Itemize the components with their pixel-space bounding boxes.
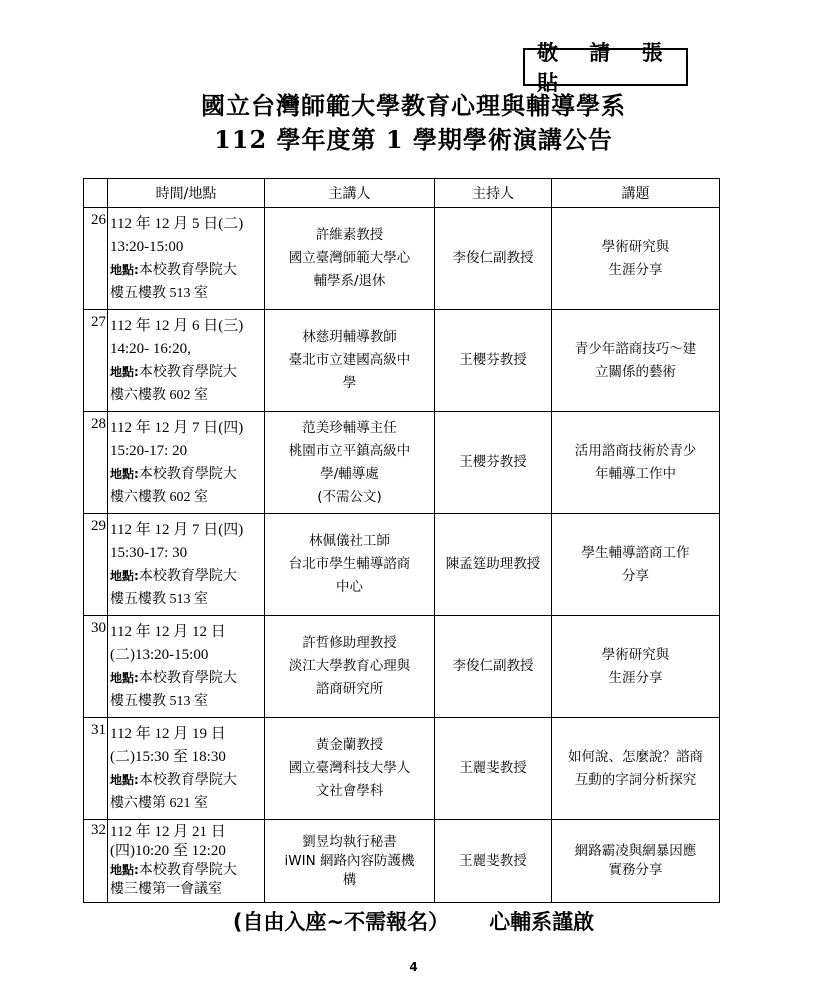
- speaker-line: 黃金蘭教授: [315, 737, 384, 753]
- location-line: [110, 667, 263, 690]
- topic-line: 活用諮商技術於青少: [574, 442, 697, 459]
- location-text: 本校教育學院大: [138, 262, 237, 278]
- speaker-cell: [265, 310, 435, 412]
- speaker-cell: [265, 616, 435, 718]
- location-label: 地點: [110, 568, 135, 583]
- location-line: [110, 565, 263, 588]
- topic-line: 生涯分享: [608, 669, 663, 686]
- location-text: 樓六樓教 602 室: [110, 387, 208, 403]
- time-line: 112 年 12 月 21 日: [110, 824, 226, 840]
- speaker-line: 學: [342, 375, 357, 391]
- topic-cell: [552, 514, 720, 616]
- speaker-line: 學/輔導處: [320, 465, 379, 482]
- location-colon: :: [134, 772, 139, 787]
- location-label: 地點: [110, 466, 135, 481]
- speaker-line: 中心: [336, 579, 363, 595]
- location-colon: :: [134, 670, 139, 685]
- table-row: [84, 310, 720, 412]
- location-colon: :: [134, 863, 139, 877]
- location-line: [110, 769, 263, 792]
- speaker-line: (不需公文): [317, 488, 382, 505]
- location-colon: :: [134, 466, 139, 481]
- department-title: 國立台灣師範大學教育心理與輔導學系: [201, 91, 626, 120]
- table-row: [84, 412, 720, 514]
- location-label: 地點: [110, 262, 135, 277]
- time-line: (二)15:30 至 18:30: [110, 748, 226, 765]
- table-row: [84, 820, 720, 903]
- location-line: [110, 880, 263, 899]
- location-text: 本校教育學院大: [138, 364, 237, 380]
- location-line: [110, 384, 263, 407]
- time-location-cell: [108, 412, 265, 514]
- post-notice-stamp: 敬 請 張 貼: [523, 48, 688, 86]
- speaker-line: 許維素教授: [315, 227, 384, 243]
- lecture-number: 32: [84, 820, 108, 903]
- location-line: [110, 259, 263, 282]
- footer-note: [0, 906, 827, 936]
- topic-cell: [552, 310, 720, 412]
- speaker-cell: [265, 208, 435, 310]
- location-line: [110, 282, 263, 305]
- location-text: 樓五樓教 513 室: [110, 285, 208, 301]
- time-location-cell: [108, 310, 265, 412]
- speaker-cell: [265, 820, 435, 903]
- time-location-cell: [108, 718, 265, 820]
- table-row: [84, 616, 720, 718]
- time-line: 112 年 12 月 7 日(四): [110, 521, 244, 538]
- lecture-number: 27: [84, 310, 108, 412]
- host-cell: 李俊仁副教授: [435, 616, 552, 718]
- speaker-cell: [265, 718, 435, 820]
- host-cell: 王麗斐教授: [435, 718, 552, 820]
- speaker-line: 范美珍輔導主任: [302, 419, 397, 436]
- topic-cell: [552, 616, 720, 718]
- location-line: [110, 361, 263, 384]
- header-host: 主持人: [435, 179, 552, 208]
- speaker-line: 林佩儀社工師: [309, 533, 390, 549]
- host-cell: 王櫻芬教授: [435, 412, 552, 514]
- page-number: 4: [409, 960, 418, 974]
- lecture-schedule-table: [83, 178, 720, 903]
- department-signature: 心輔系謹啟: [489, 910, 595, 934]
- topic-line: 立關係的藝術: [595, 363, 676, 380]
- speaker-cell: [265, 412, 435, 514]
- topic-line: 學術研究與: [601, 646, 670, 663]
- location-colon: :: [134, 364, 139, 379]
- location-line: [110, 486, 263, 509]
- location-line: [110, 861, 263, 880]
- time-line: (二)13:20-15:00: [110, 646, 209, 663]
- location-label: 地點: [110, 772, 135, 787]
- header-speaker: 主講人: [265, 179, 435, 208]
- time-line: 112 年 12 月 5 日(二): [110, 215, 244, 232]
- table-row: [84, 718, 720, 820]
- speaker-line: 國立臺灣科技大學人: [288, 760, 411, 776]
- location-colon: :: [134, 262, 139, 277]
- host-cell: 陳孟筳助理教授: [435, 514, 552, 616]
- location-text: 樓六樓第 621 室: [110, 795, 208, 811]
- speaker-line: 國立臺灣師範大學心: [288, 250, 411, 266]
- table-header-row: [84, 179, 720, 208]
- topic-line: 生涯分享: [608, 261, 663, 278]
- topic-line: 年輔導工作中: [595, 465, 676, 482]
- time-line: 112 年 12 月 7 日(四): [110, 419, 244, 436]
- host-cell: 王櫻芬教授: [435, 310, 552, 412]
- time-line: 15:20-17: 20: [110, 442, 188, 459]
- topic-line: 分享: [622, 567, 649, 584]
- lecture-number: 26: [84, 208, 108, 310]
- location-text: 樓三樓第一會議室: [110, 882, 222, 897]
- speaker-line: iWIN 網路內容防護機: [284, 852, 415, 869]
- time-location-cell: [108, 820, 265, 903]
- location-label: 地點: [110, 863, 135, 877]
- time-line: 13:20-15:00: [110, 238, 184, 255]
- location-text: 本校教育學院大: [138, 568, 237, 584]
- location-label: 地點: [110, 364, 135, 379]
- topic-line: 網路霸凌與網暴因應: [574, 843, 697, 859]
- time-line: 112 年 12 月 6 日(三): [110, 317, 244, 334]
- time-line: 14:20- 16:20,: [110, 340, 191, 357]
- topic-line: 實務分享: [608, 862, 663, 878]
- location-line: [110, 792, 263, 815]
- speaker-line: 諮商研究所: [315, 681, 384, 697]
- time-line: 112 年 12 月 19 日: [110, 725, 226, 742]
- lecture-number: 31: [84, 718, 108, 820]
- table-row: [84, 514, 720, 616]
- topic-cell: [552, 208, 720, 310]
- header-time-location: 時間/地點: [108, 179, 265, 208]
- table-body: [84, 208, 720, 903]
- speaker-line: 桃園市立平鎮高級中: [288, 442, 411, 459]
- free-admission-note: (自由入座~不需報名）: [232, 910, 450, 934]
- location-text: 樓六樓教 602 室: [110, 489, 208, 505]
- speaker-line: 文社會學科: [315, 783, 384, 799]
- announcement-title: 112 學年度第 1 學期學術演講公告: [214, 125, 613, 154]
- topic-cell: [552, 820, 720, 903]
- speaker-line: 淡江大學教育心理與: [288, 658, 411, 674]
- speaker-line: 劉昱均執行秘書: [302, 833, 397, 850]
- time-location-cell: [108, 208, 265, 310]
- table-row: [84, 208, 720, 310]
- time-line: 112 年 12 月 12 日: [110, 623, 226, 640]
- speaker-line: 台北市學生輔導諮商: [288, 556, 411, 572]
- time-location-cell: [108, 616, 265, 718]
- location-colon: :: [134, 568, 139, 583]
- time-location-cell: [108, 514, 265, 616]
- header-number: [84, 179, 108, 208]
- time-line: 15:30-17: 30: [110, 544, 188, 561]
- topic-line: 青少年諮商技巧～建: [574, 340, 697, 357]
- speaker-line: 林慈玥輔導教師: [302, 329, 397, 345]
- host-cell: 王麗斐教授: [435, 820, 552, 903]
- header-topic: 講題: [552, 179, 720, 208]
- topic-cell: [552, 718, 720, 820]
- topic-line: 學術研究與: [601, 238, 670, 255]
- location-line: [110, 463, 263, 486]
- location-text: 本校教育學院大: [138, 466, 237, 482]
- topic-line: 如何說、怎麼說？諮商: [568, 748, 703, 765]
- location-text: 本校教育學院大: [138, 863, 237, 878]
- speaker-line: 輔學系/退休: [313, 273, 386, 289]
- lecture-number: 28: [84, 412, 108, 514]
- lecture-number: 30: [84, 616, 108, 718]
- location-text: 樓五樓教 513 室: [110, 591, 208, 607]
- speaker-line: 許哲修助理教授: [302, 635, 397, 651]
- location-text: 本校教育學院大: [138, 772, 237, 788]
- lecture-number: 29: [84, 514, 108, 616]
- time-line: (四)10:20 至 12:20: [110, 843, 226, 859]
- location-line: [110, 690, 263, 713]
- topic-line: 學生輔導諮商工作: [581, 544, 690, 561]
- topic-cell: [552, 412, 720, 514]
- speaker-line: 構: [342, 871, 357, 888]
- location-label: 地點: [110, 670, 135, 685]
- location-text: 樓五樓教 513 室: [110, 693, 208, 709]
- speaker-cell: [265, 514, 435, 616]
- location-line: [110, 588, 263, 611]
- host-cell: 李俊仁副教授: [435, 208, 552, 310]
- speaker-line: 臺北市立建國高級中: [288, 352, 411, 368]
- location-text: 本校教育學院大: [138, 670, 237, 686]
- topic-line: 互動的字詞分析探究: [574, 771, 697, 788]
